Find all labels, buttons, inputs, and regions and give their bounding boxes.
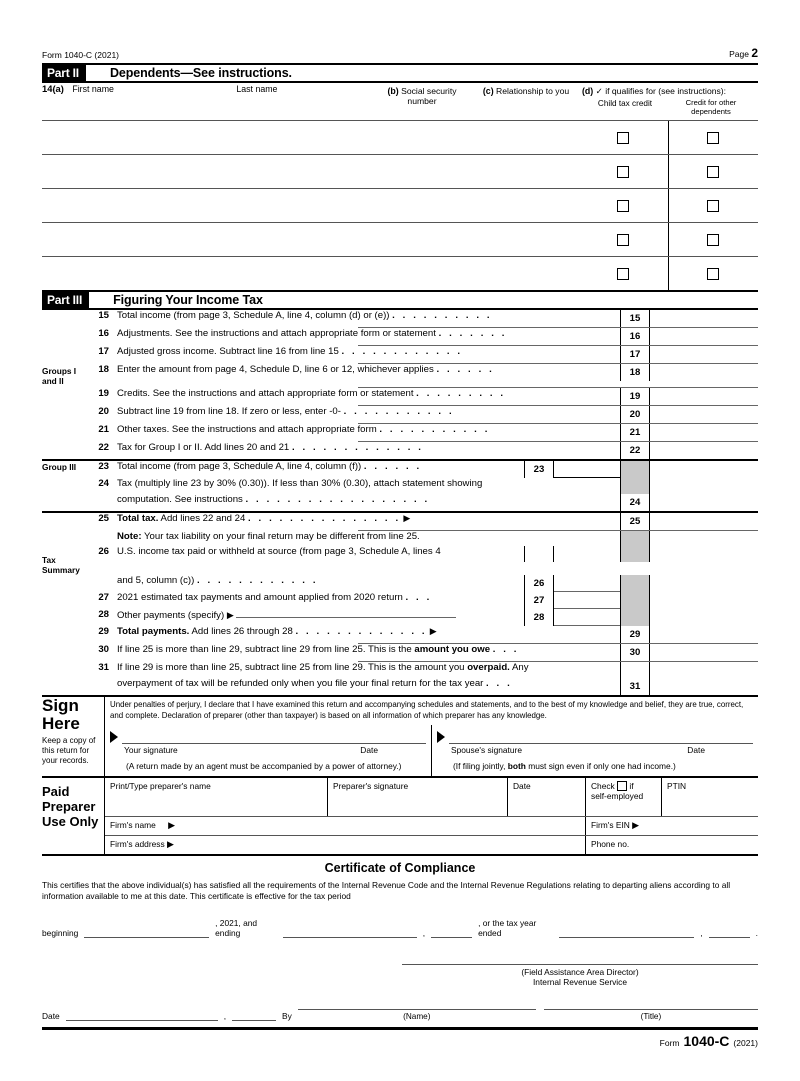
right-arrow-icon: ▶	[403, 512, 411, 523]
certificate-date-row: Date , By (Name) (Title)	[42, 988, 758, 1021]
form-line-22[interactable]: 22 Tax for Group I or II. Add lines 20 and 21 . . . . . . . . . . . . . 22	[42, 442, 758, 459]
part2-title: Dependents—See instructions.	[109, 66, 292, 80]
form-line-17[interactable]: 17 Adjusted gross income. Subtract line 16 from line 15 . . . . . . . . . . . . 17	[42, 346, 758, 363]
other-dependents-checkbox[interactable]	[707, 268, 719, 280]
table-row[interactable]	[42, 189, 758, 223]
tax-year-ended-input[interactable]	[559, 928, 695, 938]
form-line-27[interactable]: 27 2021 estimated tax payments and amount applied from 2020 return . . . 27	[42, 592, 758, 609]
line-22-number: 22	[620, 442, 650, 459]
perjury-statement: Under penalties of perjury, I declare that I have examined this return and accompanying schedules and statements, and to the best of my knowledge and belief, they are true, correct, and complete. Declaration of preparer (other than taxpayer) is based on all information of which preparer has any knowledge.	[110, 700, 744, 720]
line-27-number: 27	[524, 592, 554, 609]
col-d-sub-child-tax-credit: Child tax credit	[597, 98, 653, 108]
line-15-number: 15	[620, 310, 650, 327]
form-line-29[interactable]: 29 Total payments. Add lines 26 through 28 . . . . . . . . . . . . . ▶ 29	[42, 626, 758, 643]
period-end-input[interactable]	[283, 928, 417, 938]
line-30-number: 30	[620, 644, 650, 661]
part2-tag: Part II	[42, 65, 86, 81]
line-23-shaded	[620, 461, 650, 478]
sign-here-label: Sign Here Keep a copy of this return for your records.	[42, 696, 96, 765]
preparer-date-input[interactable]: Date	[507, 778, 585, 816]
group-label-tax-summary: Tax Summary	[42, 554, 80, 575]
right-arrow-icon: ▶	[168, 819, 176, 830]
line-24-number: 24	[620, 494, 650, 511]
self-employed-checkbox[interactable]	[617, 781, 627, 791]
ptin-input[interactable]: PTIN	[661, 778, 758, 816]
certificate-body: This certifies that the above individual(s) has satisfied all the requirements of the Internal Revenue Code and the Internal Revenue Regulations relating to departing aliens according to all information available to me at this date. This certificate is effective for the tax period	[42, 879, 731, 901]
name-caption: (Name)	[403, 1012, 431, 1022]
line-23-amount[interactable]	[554, 461, 620, 478]
other-dependents-checkbox[interactable]	[707, 234, 719, 246]
form-line-30[interactable]: 30 If line 25 is more than line 29, subtract line 29 from line 25. This is the amount you owe . . . 30	[42, 644, 758, 661]
line-24-shaded	[620, 478, 650, 494]
agent-note: (A return made by an agent must be accompanied by a power of attorney.)	[126, 760, 402, 771]
certificate-title-input[interactable]	[544, 1000, 758, 1010]
period-end-year-input[interactable]	[431, 928, 472, 938]
page-number-label: Page 2	[729, 46, 758, 60]
form-line-18[interactable]: Groups I and II 18 Enter the amount from page 4, Schedule D, line 6 or 12, whichever applies . . . . . . 18	[42, 364, 758, 387]
tax-period-row: beginning , 2021, and ending , , or the tax year ended , .	[42, 917, 758, 938]
group-label-group-iii: Group III	[42, 461, 77, 472]
page-footer: Form 1040-C (2021)	[659, 1033, 758, 1050]
line-20-number: 20	[620, 406, 650, 423]
form-line-23[interactable]: Group III 23 Total income (from page 3, Schedule A, line 4, column (f)) . . . . . . 23	[42, 461, 758, 478]
irs-label: Internal Revenue Service	[532, 977, 628, 988]
child-tax-credit-checkbox[interactable]	[617, 132, 629, 144]
certificate-date-input[interactable]	[66, 1011, 218, 1021]
other-payments-specify-input[interactable]	[236, 609, 456, 618]
spouse-date-label: Date	[687, 744, 705, 755]
child-tax-credit-checkbox[interactable]	[617, 166, 629, 178]
firm-address-input[interactable]: Firm's address ▶	[110, 838, 174, 849]
form-line-20[interactable]: 20 Subtract line 19 from line 18. If zero or less, enter -0- . . . . . . . . . . . 20	[42, 406, 758, 423]
phone-no-input[interactable]: Phone no.	[585, 836, 758, 854]
part3-tag: Part III	[42, 292, 89, 308]
form-line-16[interactable]: 16 Adjustments. See the instructions and attach appropriate form or statement . . . . . . . 16	[42, 328, 758, 345]
line-17-number: 17	[620, 346, 650, 363]
other-dependents-checkbox[interactable]	[707, 166, 719, 178]
dependents-header-row	[42, 83, 758, 121]
part2-banner	[42, 65, 758, 81]
form-line-21[interactable]: 21 Other taxes. See the instructions and attach appropriate form . . . . . . . . . . . 21	[42, 424, 758, 441]
paid-preparer-label: Paid Preparer Use Only	[42, 783, 99, 830]
line-18-number: 18	[620, 364, 650, 381]
form-line-31-cont[interactable]: overpayment of tax will be refunded only when you file your final return for the tax year . . . 31	[42, 678, 758, 695]
form-id-label: Form 1040-C (2021)	[42, 50, 120, 60]
child-tax-credit-checkbox[interactable]	[617, 234, 629, 246]
paid-preparer-section	[42, 778, 758, 854]
page-header	[0, 46, 800, 60]
period-begin-input[interactable]	[84, 928, 209, 938]
table-row[interactable]	[42, 257, 758, 291]
col-c-header: (c) Relationship to you	[482, 86, 570, 96]
table-row[interactable]	[42, 121, 758, 155]
col-a-header: 14(a) First name Last name	[42, 83, 278, 94]
form-line-24-cont[interactable]: computation. See instructions . . . . . . . . . . . . . . . . . . 24	[42, 494, 758, 511]
table-row[interactable]	[42, 223, 758, 257]
joint-filing-note: (If filing jointly, both must sign even if only one had income.)	[453, 760, 676, 771]
tax-year-ended-year-input[interactable]	[709, 928, 750, 938]
part3-banner	[42, 292, 758, 308]
form-line-24[interactable]: 24 Tax (multiply line 23 by 30% (0.30)). If less than 30% (0.30), attach statement showing	[42, 478, 758, 494]
right-arrow-icon: ▶	[226, 610, 234, 621]
certificate-year-input[interactable]	[232, 1011, 276, 1021]
certificate-name-input[interactable]	[298, 1000, 536, 1010]
sign-here-section	[42, 697, 758, 775]
form-line-31[interactable]: 31 If line 29 is more than line 25, subtract line 25 from line 29. This is the amount you overpaid. Any	[42, 662, 758, 678]
form-line-28[interactable]: 28 Other payments (specify) ▶ 28	[42, 609, 758, 626]
right-arrow-icon: ▶	[632, 819, 640, 830]
form-line-25[interactable]: 25 Total tax. Add lines 22 and 24 . . . . . . . . . . . . . . . ▶ 25	[42, 513, 758, 530]
group-label-groups-i-ii: Groups I and II	[42, 366, 77, 387]
preparer-signature-input[interactable]: Preparer's signature	[327, 778, 507, 816]
line-26-number: 26	[524, 575, 554, 592]
line-25-number: 25	[620, 513, 650, 530]
firm-name-input[interactable]: Firm's name ▶	[110, 819, 176, 830]
line-31-number: 31	[620, 678, 650, 695]
line-28-amount[interactable]	[554, 609, 620, 626]
col-d-header: (d) ✓ if qualifies for (see instructions): Child tax credit Credit for other dependents	[578, 83, 758, 121]
line-28-number: 28	[524, 609, 554, 626]
form-note-line-25: Note: Your tax liability on your final return may be different from line 25.	[42, 531, 758, 546]
other-dependents-checkbox[interactable]	[707, 132, 719, 144]
form-line-19[interactable]: 19 Credits. See the instructions and attach appropriate form or statement . . . . . . . . . 19	[42, 388, 758, 405]
firm-ein-input[interactable]: Firm's EIN ▶	[585, 817, 758, 835]
child-tax-credit-checkbox[interactable]	[617, 268, 629, 280]
part3-body	[42, 310, 758, 695]
line-29-number: 29	[620, 626, 650, 643]
part3-title: Figuring Your Income Tax	[113, 293, 263, 308]
line-23-number: 23	[524, 461, 554, 478]
spouse-signature-block	[431, 725, 758, 776]
form-page	[0, 46, 800, 1081]
child-tax-credit-checkbox[interactable]	[617, 200, 629, 212]
signature-date-label: Date	[360, 744, 378, 755]
self-employed-check-cell[interactable]: Check if self-employed	[585, 778, 661, 816]
field-director-label: (Field Assistance Area Director)	[521, 966, 639, 977]
line-21-number: 21	[620, 424, 650, 441]
right-arrow-icon: ▶	[166, 838, 174, 849]
table-row[interactable]	[42, 155, 758, 189]
right-arrow-icon	[110, 731, 118, 743]
right-arrow-icon: ▶	[429, 626, 437, 637]
form-line-15[interactable]: 15 Total income (from page 3, Schedule A, line 4, column (d) or (e)) . . . . . . . . . . 15	[42, 310, 758, 327]
col-d-sub-other-dependents: Credit for other dependents	[685, 97, 737, 116]
col-b-header: (b) Social security number	[387, 86, 457, 106]
right-arrow-icon	[437, 731, 445, 743]
your-signature-label: Your signature	[124, 744, 178, 755]
certificate-of-compliance	[42, 856, 758, 1022]
line-27-amount[interactable]	[554, 592, 620, 609]
other-dependents-checkbox[interactable]	[707, 200, 719, 212]
dependents-table	[42, 83, 758, 290]
line-19-number: 19	[620, 388, 650, 405]
title-caption: (Title)	[640, 1012, 662, 1022]
preparer-name-input[interactable]: Print/Type preparer's name	[110, 780, 211, 791]
certificate-title: Certificate of Compliance	[324, 860, 476, 875]
line-16-number: 16	[620, 328, 650, 345]
spouse-signature-label: Spouse's signature	[451, 744, 522, 755]
form-line-26-cont[interactable]: and 5, column (c)) . . . . . . . . . . . . 26	[42, 575, 758, 592]
taxpayer-signature-block	[105, 725, 431, 776]
line-26-amount[interactable]	[554, 575, 620, 592]
form-line-26[interactable]: Tax Summary 26 U.S. income tax paid or withheld at source (from page 3, Schedule A, lines 4	[42, 546, 758, 576]
